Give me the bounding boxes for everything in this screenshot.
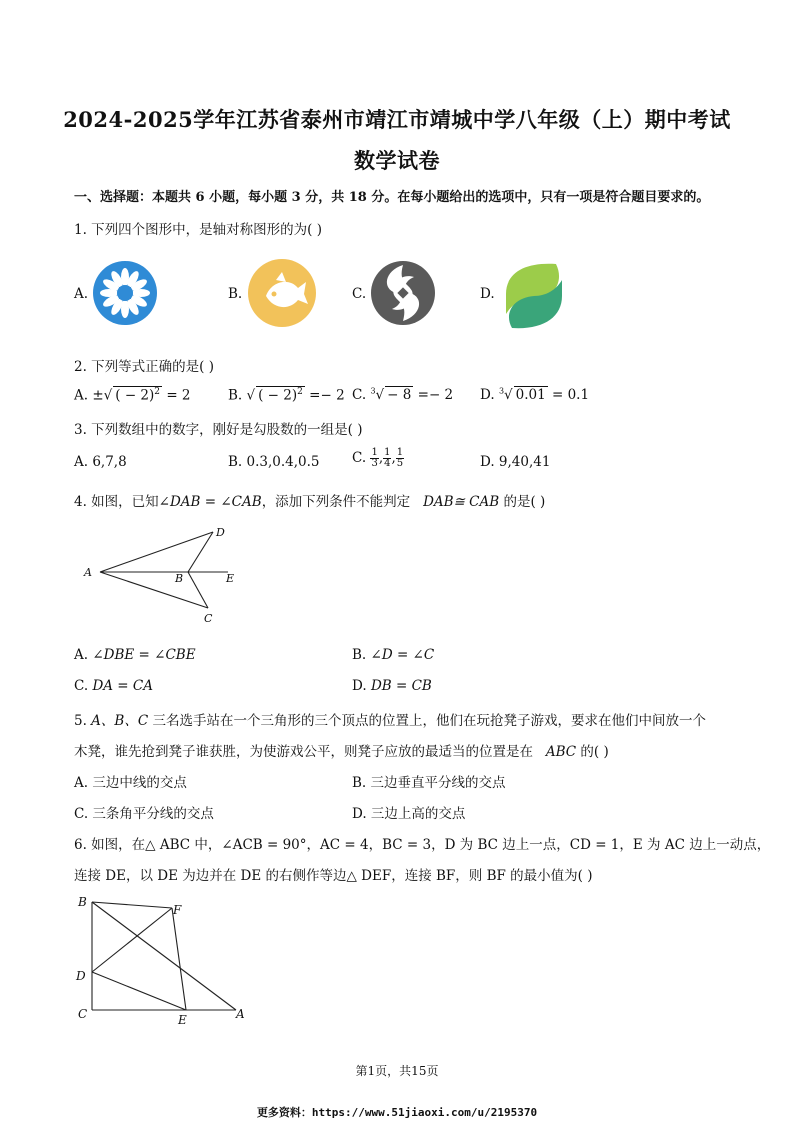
page-footer: 第1页，共15页: [355, 1064, 439, 1078]
q4-option-a: A. ∠DBE = ∠CBE: [74, 647, 196, 663]
swirl-icon: [370, 259, 436, 327]
q6-label-e: E: [178, 1013, 187, 1027]
q1-stem: 1. 下列四个图形中，是轴对称图形的为( ): [74, 222, 322, 238]
q4-label-d: D: [216, 526, 225, 539]
source-link[interactable]: 更多资料：https://www.51jiaoxi.com/u/2195370: [256, 1106, 538, 1119]
q6-line2: 连接 DE，以 DE 为边并在 DE 的右侧作等边△ DEF，连接 BF，则 BF 的最小值为( ): [74, 868, 593, 884]
q2-option-c: C. $^3$√ − 8 =− 2: [352, 386, 454, 403]
q3-option-b: B. 0.3,0.4,0.5: [228, 454, 320, 470]
q6-label-c: C: [78, 1007, 88, 1021]
q5-line1: 5. A、B、C 三名选手站在一个三角形的三个顶点的位置上，他们在玩抢凳子游戏，要求在他们中间放一个: [74, 713, 706, 729]
section-header: 一、选择题：本题共 6 小题，每小题 3 分，共 18 分。在每小题给出的选项中，只有一项是符合题目要求的。: [74, 190, 710, 205]
q1-option-d-label: D.: [480, 286, 495, 302]
q2-option-b: B. √ ( − 2)$^2$ =− 2: [228, 387, 345, 404]
q5-option-c: C. 三条角平分线的交点: [74, 806, 214, 822]
q4-label-b: B: [175, 572, 184, 585]
q1-option-b-label: B.: [228, 286, 243, 302]
q6-label-a: A: [236, 1007, 245, 1021]
q6-figure: [72, 894, 252, 1030]
q3-option-d: D. 9,40,41: [480, 454, 551, 470]
q3-option-a: A. 6,7,8: [74, 454, 127, 470]
q2-option-d: D. $^3$√ 0.01 = 0.1: [480, 386, 590, 403]
fish-icon: [246, 258, 318, 328]
q4-option-b: B. ∠D = ∠C: [352, 647, 435, 663]
q5-line2: 木凳，谁先抢到凳子谁获胜，为使游戏公平，则凳子应放的最适当的位置是在 ABC 的( ): [74, 744, 609, 760]
q4-option-d: D. DB = CB: [352, 678, 432, 694]
q4-label-c: C: [204, 612, 213, 625]
q1-option-a-label: A.: [74, 286, 89, 302]
q5-option-a: A. 三边中线的交点: [74, 775, 187, 791]
q3-stem: 3. 下列数组中的数字，刚好是勾股数的一组是( ): [74, 422, 363, 438]
q5-option-b: B. 三边垂直平分线的交点: [352, 775, 506, 791]
q4-label-e: E: [226, 572, 235, 585]
flower-icon: [92, 260, 158, 326]
q3-option-c: C. $\frac{1}{3}$ , $\frac{1}{4}$ , $\frac{1}{5}$: [352, 447, 404, 469]
q1-option-c-label: C.: [352, 286, 367, 302]
q5-option-d: D. 三边上高的交点: [352, 806, 466, 822]
q2-stem: 2. 下列等式正确的是( ): [74, 359, 214, 375]
q6-line1: 6. 如图，在△ ABC 中，∠ACB = 90°，AC = 4，BC = 3，D 为 BC 边上一点，CD = 1，E 为 AC 边上一动点，: [74, 837, 771, 853]
paper-title-line1: 2024-2025学年江苏省泰州市靖江市靖城中学八年级（上）期中考试: [63, 107, 731, 132]
q6-label-d: D: [76, 969, 86, 983]
paper-title-line2: 数学试卷: [354, 148, 440, 173]
q6-label-f: F: [173, 903, 182, 917]
leaf-icon: [498, 258, 570, 332]
q2-option-a: A. ±√ ( − 2)$^2$ = 2: [74, 387, 191, 404]
q4-label-a: A: [84, 566, 92, 579]
q6-label-b: B: [78, 895, 87, 909]
q4-stem: 4. 如图，已知∠DAB = ∠CAB，添加下列条件不能判定 DAB≅ CAB 的是( ): [74, 494, 546, 510]
q4-option-c: C. DA = CA: [74, 678, 153, 694]
q4-figure: [80, 522, 250, 628]
